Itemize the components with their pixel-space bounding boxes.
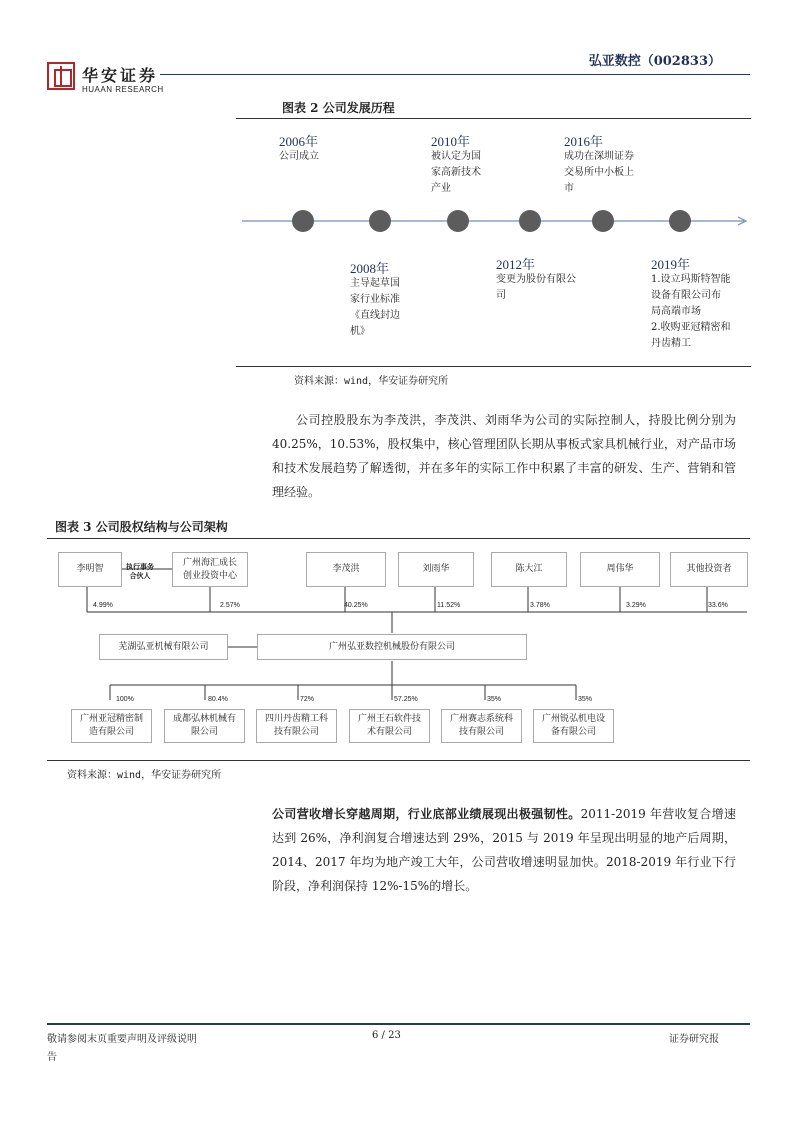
timeline-event-text: 主导起草国 (350, 278, 400, 289)
timeline-event-text: 变更为股份有限公 (496, 274, 576, 285)
timeline-event-text: 被认定为国 (431, 151, 481, 162)
timeline-year: 2019年 (651, 257, 691, 272)
partner-label: 执行事务 合伙人 (126, 562, 154, 580)
shareholding-pct: 11.52% (437, 602, 461, 609)
figure2-source: 资料来源：wind，华安证券研究所 (294, 376, 449, 387)
shareholding-pct: 40.25% (344, 602, 368, 609)
shareholding-pct: 3.29% (626, 602, 646, 609)
affiliate-box: 芜湖弘亚机械有限公司 (99, 634, 228, 660)
timeline-event-text: 公司成立 (279, 151, 319, 162)
timeline-year: 2010年 (431, 134, 471, 149)
timeline-event-text: 1.设立玛斯特智能 (651, 274, 731, 285)
subsidiary-box: 广州王石软件技 术有限公司 (349, 709, 430, 743)
subsidiary-pct: 57.25% (394, 696, 418, 703)
subsidiary-pct: 35% (487, 696, 502, 703)
figure3-source: 资料来源：wind，华安证券研究所 (67, 770, 222, 781)
figure3-title: 图表 3 公司股权结构与公司架构 (55, 520, 228, 534)
timeline-event-text: 局高端市场 (651, 306, 701, 317)
shareholding-pct: 33.6% (708, 602, 728, 609)
timeline-event-text: 司 (496, 290, 506, 301)
shareholder-box: 刘雨华 (398, 552, 474, 587)
subsidiary-pct: 80.4% (208, 696, 228, 703)
brand-name: 华安证券 (82, 66, 159, 85)
subsidiary-box: 成都弘林机械有 限公司 (164, 709, 245, 743)
shareholding-pct: 2.57% (220, 602, 240, 609)
shareholder-box: 李明智 (58, 552, 122, 587)
shareholder-box: 陈大江 (491, 552, 567, 587)
shareholding-pct: 3.78% (530, 602, 550, 609)
timeline-event-text: 家行业标准 (350, 294, 400, 305)
timeline-year: 2012年 (496, 257, 536, 272)
subsidiary-box: 广州赛志系统科 技有限公司 (441, 709, 522, 743)
subsidiary-pct: 72% (300, 696, 315, 703)
timeline-event-text: 交易所中小板上 (564, 167, 634, 178)
timeline-year: 2016年 (564, 134, 604, 149)
brand-english: HUAAN RESEARCH (82, 85, 164, 94)
timeline-event-text: 产业 (431, 183, 451, 194)
company-box: 广州弘亚数控机械股份有限公司 (257, 634, 527, 660)
timeline-year: 2008年 (350, 261, 390, 276)
subsidiary-box: 广州锐弘机电设 备有限公司 (533, 709, 614, 743)
footer-disclaimer-cont: 告 (47, 1052, 57, 1063)
shareholder-box: 周伟华 (580, 552, 660, 587)
report-title: 弘亚数控（002833） (588, 54, 721, 69)
figure2-title: 图表 2 公司发展历程 (282, 101, 395, 115)
timeline-event-text: 家高新技术 (431, 167, 481, 178)
timeline-event-text: 机》 (350, 326, 370, 337)
subsidiary-box: 广州亚冠精密制 造有限公司 (71, 709, 152, 743)
shareholding-pct: 4.99% (93, 602, 113, 609)
footer-disclaimer: 敬请参阅末页重要声明及评级说明 (47, 1034, 197, 1045)
timeline-event-text: 设备有限公司布 (651, 290, 721, 301)
timeline-year: 2006年 (279, 134, 319, 149)
timeline-event-text: 《直线封边 (350, 310, 400, 321)
subsidiary-box: 四川丹齿精工科 技有限公司 (256, 709, 337, 743)
paragraph-growth-lead: 公司营收增长穿越周期，行业底部业绩展现出极强韧性。 (272, 807, 581, 821)
timeline-event-text: 丹齿精工 (651, 338, 691, 349)
paragraph-growth (272, 802, 736, 898)
shareholder-box: 广州海汇成长 创业投资中心 (172, 552, 248, 587)
shareholder-box: 其他投资者 (670, 552, 748, 587)
footer-report-type: 证券研究报 (669, 1034, 719, 1045)
paragraph-growth-body: 2011-2019 年营收复合增速达到 26%，净利润复合增速达到 29%，2015 与 2019 年呈现出明显的地产后周期，2014、2017 年均为地产竣工大年，公司营收增速明显加快。2018-2019 年行业下行阶段，净利润保持 12%-15%的增长。 (272, 807, 736, 893)
paragraph-shareholders: 公司控股股东为李茂洪，李茂洪、刘雨华为公司的实际控制人，持股比例分别为 40.25%，10.53%，股权集中，核心管理团队长期从事板式家具机械行业，对产品市场和技术发展趋势了解透彻，并在多年的实际工作中积累了丰富的研发、生产、营销和管理经验。 (272, 413, 736, 499)
figure3-bottom-rule (47, 760, 750, 761)
subsidiary-pct: 35% (578, 696, 593, 703)
shareholder-box: 李茂洪 (306, 552, 386, 587)
timeline-event-text: 2.收购亚冠精密和 (651, 322, 731, 333)
page-number: 6 / 23 (372, 1030, 401, 1041)
subsidiary-pct: 100% (116, 696, 134, 703)
footer-divider (47, 1023, 750, 1025)
timeline-event-text: 成功在深圳证券 (564, 151, 634, 162)
timeline-event-text: 市 (564, 183, 574, 194)
